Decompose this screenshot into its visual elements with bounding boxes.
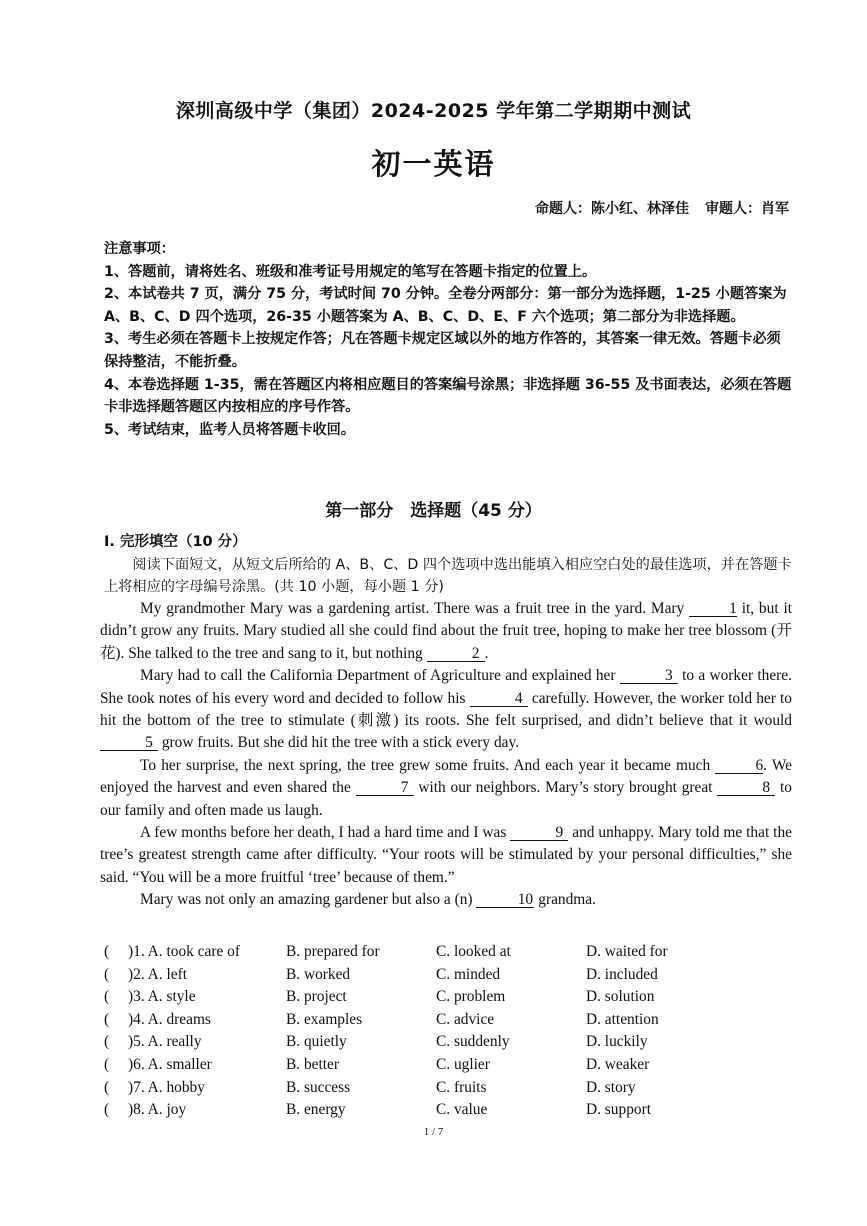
note-item: 2、本试卷共 7 页，满分 75 分，考试时间 70 分钟。全卷分两部分：第一部分为选择题，1-25 小题答案为 A、B、C、D 四个选项，26-35 小题答案为 A、B、C、D、E、F 六个选项；第二部分为非选择题。 <box>104 286 787 325</box>
option-b: B. worked <box>286 965 351 983</box>
blank-4: 4 <box>470 691 528 707</box>
question-options <box>104 941 804 1122</box>
question-stem <box>104 964 286 987</box>
question-row <box>104 964 804 987</box>
option-d: D. solution <box>586 988 655 1006</box>
option-d: D. luckily <box>586 1033 648 1051</box>
notes-heading: 注意事项： <box>104 241 175 257</box>
blank-6: 6 <box>715 758 763 774</box>
passage-text: . <box>484 644 489 662</box>
question-stem <box>104 1009 286 1032</box>
instruction-text: 阅读下面短文，从短文后所给的 A、B、C、D 四个选项中选出能填入相应空白处的最佳选项，并在答题卡上将相应的字母编号涂黑。(共 10 小题，每小题 1 分) <box>104 557 792 595</box>
section-title: I. 完形填空（10 分） <box>104 534 247 550</box>
blank-7: 7 <box>356 780 414 796</box>
option-d: D. included <box>586 965 658 983</box>
option-d: D. support <box>586 1101 651 1119</box>
passage-text: to our family and often made us laugh. <box>100 779 792 819</box>
option-c: C. problem <box>436 988 506 1006</box>
passage-paragraph <box>100 889 792 911</box>
option-a: )5. A. really <box>128 1033 202 1051</box>
option-d: D. weaker <box>586 1055 650 1073</box>
option-b: B. success <box>286 1078 351 1096</box>
option-c: C. uglier <box>436 1055 490 1073</box>
option-a: )8. A. joy <box>128 1101 187 1119</box>
question-stem <box>104 1031 286 1054</box>
question-row <box>104 986 804 1009</box>
question-stem <box>104 1077 286 1100</box>
option-b: B. energy <box>286 1101 346 1119</box>
passage-text: Mary was not only an amazing gardener but also a (n) <box>140 891 473 909</box>
answer-bracket: ( <box>104 988 110 1006</box>
option-a: )7. A. hobby <box>128 1078 205 1096</box>
passage-text: Mary had to call the California Department of Agriculture and explained her <box>140 667 616 685</box>
option-c: C. looked at <box>436 943 511 960</box>
answer-bracket: ( <box>104 1055 110 1073</box>
answer-bracket: ( <box>104 943 110 960</box>
option-c: C. value <box>436 1101 488 1119</box>
option-d: D. waited for <box>586 943 668 960</box>
exam-subject: 初一英语 <box>371 147 496 181</box>
option-b: B. prepared for <box>286 943 380 960</box>
blank-9: 9 <box>510 825 568 841</box>
answer-bracket: ( <box>104 965 110 983</box>
option-a: )6. A. smaller <box>128 1055 212 1073</box>
option-c: C. fruits <box>436 1078 487 1096</box>
question-row <box>104 1009 804 1032</box>
question-stem <box>104 1099 286 1122</box>
question-stem <box>104 1054 286 1077</box>
passage-text: A few months before her death, I had a hard time and I was <box>140 824 507 842</box>
passage-text: . We enjoyed the harvest and even shared the <box>100 756 793 797</box>
note-item: 4、本卷选择题 1-35，需在答题区内将相应题目的答案编号涂黑；非选择题 36-55 及书面表达，必须在答题卡非选择题答题区内按相应的序号作答。 <box>104 376 792 416</box>
exam-title: 深圳高级中学（集团）2024-2025 学年第二学期期中测试 <box>175 100 692 122</box>
question-stem <box>104 941 286 964</box>
passage-text: with our neighbors. Mary’s story brought great <box>418 779 713 797</box>
option-b: B. examples <box>286 1010 363 1028</box>
passage-text: to a worker there. She took notes of his every word and decided to follow his <box>100 667 792 707</box>
notes-section <box>104 238 794 441</box>
question-row <box>104 1099 804 1122</box>
passage-paragraph <box>100 665 792 755</box>
question-row <box>104 1031 804 1054</box>
passage-text: it, but it didn’t grow any fruits. Mary studied all she could find about the fruit tree, hoping to make her tree blossom (开花). She talked to the tree and sang to it, but nothing <box>100 600 792 662</box>
passage-text: and unhappy. Mary told me that the tree’s greatest strength came after difficulty. “Your roots will be stimulated by your personal difficulties,” she said. “You will be a more fruitful ‘tree’ because of them.” <box>100 824 792 886</box>
blank-1: 1 <box>689 601 737 617</box>
section-instruction <box>104 554 792 598</box>
option-a: )2. A. left <box>128 965 187 983</box>
passage-text: My grandmother Mary was a gardening artist. There was a fruit tree in the yard. Mary <box>140 600 685 617</box>
passage-text: To her surprise, the next spring, the tree grew some fruits. And each year it became much <box>140 756 711 774</box>
answer-bracket: ( <box>104 1101 110 1119</box>
question-row <box>104 941 804 964</box>
note-item: 5、考试结束，监考人员将答题卡收回。 <box>104 421 356 438</box>
answer-bracket: ( <box>104 1078 110 1096</box>
passage-paragraph <box>100 755 792 822</box>
blank-2: 2 <box>427 646 485 662</box>
cloze-passage <box>100 598 792 912</box>
option-a: )1. A. took care of <box>128 943 240 960</box>
part-title: 第一部分 选择题（45 分） <box>325 501 542 521</box>
blank-3: 3 <box>620 668 678 684</box>
answer-bracket: ( <box>104 1033 110 1051</box>
option-b: B. better <box>286 1055 339 1073</box>
author-line <box>519 198 789 218</box>
answer-bracket: ( <box>104 1010 110 1028</box>
passage-text: carefully. However, the worker told her to hit the bottom of the tree to stimulate (刺激) its roots. She felt surprised, and didn’t believe that it would <box>100 689 792 730</box>
blank-10: 10 <box>476 892 534 908</box>
option-a: )3. A. style <box>128 988 196 1006</box>
option-c: C. minded <box>436 965 501 983</box>
blank-8: 8 <box>717 780 775 796</box>
authors: 命题人：陈小红、林泽佳 <box>535 201 689 217</box>
option-d: D. story <box>586 1078 636 1096</box>
option-b: B. project <box>286 988 347 1006</box>
passage-paragraph <box>100 598 792 665</box>
question-row <box>104 1054 804 1077</box>
option-c: C. advice <box>436 1010 495 1028</box>
option-a: )4. A. dreams <box>128 1010 211 1028</box>
passage-text: grow fruits. But she did hit the tree with a stick every day. <box>161 734 520 752</box>
note-item: 3、考生必须在答题卡上按规定作答；凡在答题卡规定区域以外的地方作答的，其答案一律无效。答题卡必须保持整洁，不能折叠。 <box>104 331 781 370</box>
option-b: B. quietly <box>286 1033 347 1051</box>
note-item: 1、答题前，请将姓名、班级和准考证号用规定的笔写在答题卡指定的位置上。 <box>104 263 597 280</box>
passage-paragraph <box>100 822 792 889</box>
question-row <box>104 1077 804 1100</box>
blank-5: 5 <box>100 735 158 751</box>
passage-text: grandma. <box>538 891 596 909</box>
option-d: D. attention <box>586 1010 659 1028</box>
reviewer: 审题人：肖军 <box>705 201 789 217</box>
question-stem <box>104 986 286 1009</box>
option-c: C. suddenly <box>436 1033 510 1051</box>
page-number: 1 / 7 <box>423 1126 444 1138</box>
